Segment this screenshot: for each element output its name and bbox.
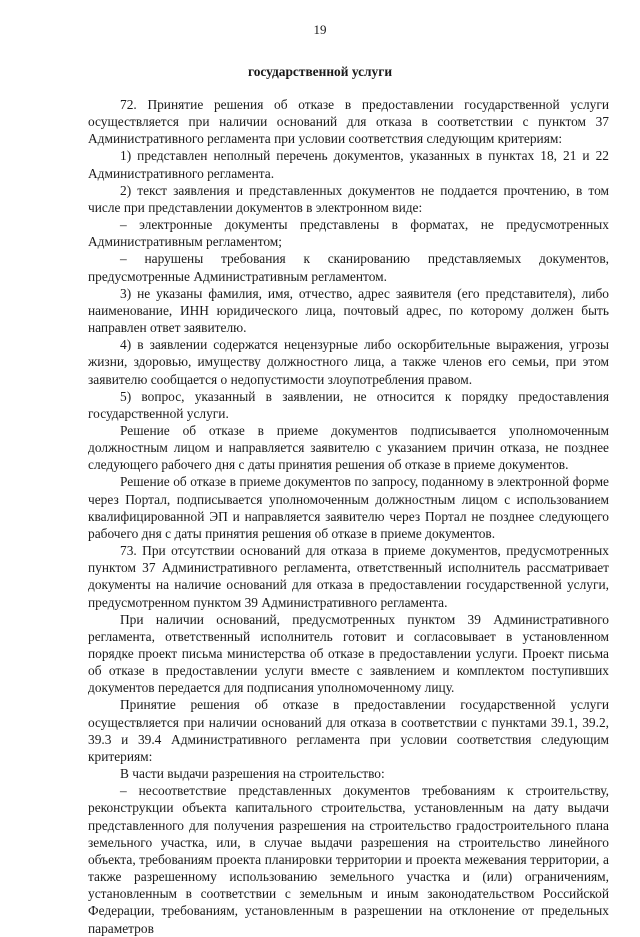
paragraph: – несоответствие представленных документов требованиям к строительству, реконструкции объекта капитального строительства, установленным на дату выдачи представленного для получения разрешения на строительство градостроительного плана земельного участка, или, в случае выдачи разрешения на строительство линейного объекта, требованиям проекта планировки территории и проекта межевания территории, а также разрешенному использованию земельного участка и (или) ограничениям, установленным в соответствии с земельным и иным законодательством Российской Федерации, требованиям, установленным в разрешении на отклонение от предельных параметров (88, 783, 609, 936)
paragraph: – нарушены требования к сканированию представляемых документов, предусмотренные Административным регламентом. (88, 251, 609, 284)
paragraph: Решение об отказе в приеме документов подписывается уполномоченным должностным лицом и направляется заявителю с указанием причин отказа, не позднее следующего рабочего дня с даты принятия решения об отказе в приеме документов. (88, 422, 609, 473)
paragraph: 72. Принятие решения об отказе в предоставлении государственной услуги осуществляется при наличии оснований для отказа в соответствии с пунктом 37 Административного регламента при условии соответствия следующим критериям: (88, 97, 609, 147)
paragraph: При наличии оснований, предусмотренных пунктом 39 Административного регламента, ответственный исполнитель готовит и согласовывает в установленном порядке проект письма министерства об отказе в предоставлении услуги. Проект письма об отказе в предоставлении услуги вместе с заявлением и комплектом поступивших документов передается для подписания уполномоченному лицу. (88, 611, 609, 696)
paragraph: 4) в заявлении содержатся нецензурные либо оскорбительные выражения, угрозы жизни, здоровью, имуществу должностного лица, а также членов его семьи, при этом заявителю сообщается о недопустимости злоупотребления правом. (88, 337, 609, 387)
paragraph: 3) не указаны фамилия, имя, отчество, адрес заявителя (его представителя), либо наименование, ИНН юридического лица, почтовый адрес, по которому должен быть направлен ответ заявителю. (88, 285, 609, 336)
page-number: 19 (313, 22, 327, 37)
paragraph: Решение об отказе в приеме документов по запросу, поданному в электронной форме через Портал, подписывается уполномоченным должностным лицом с использованием квалифицированной ЭП и направляется заявителю через Портал не позднее следующего рабочего дня с даты принятия решения об отказе в приеме документов. (88, 474, 609, 541)
paragraph: 73. При отсутствии оснований для отказа в приеме документов, предусмотренных пунктом 37 Административного регламента, ответственный исполнитель рассматривает документы на наличие оснований для отказа в предоставлении государственной услуги, предусмотренном пунктом 39 Административного регламента. (88, 543, 609, 610)
paragraph: В части выдачи разрешения на строительство: (120, 766, 385, 782)
paragraph: 1) представлен неполный перечень документов, указанных в пунктах 18, 21 и 22 Административного регламента. (88, 148, 609, 181)
paragraph: Принятие решения об отказе в предоставлении государственной услуги осуществляется при наличии оснований для отказа в соответствии с пунктами 39.1, 39.2, 39.3 и 39.4 Административного регламента при условии соответствия следующим критериям: (88, 697, 609, 764)
paragraph: – электронные документы представлены в форматах, не предусмотренных Административным регламентом; (88, 217, 609, 250)
document-body (88, 96, 609, 937)
paragraph: 2) текст заявления и представленных документов не поддается прочтению, в том числе при представлении документов в электронном виде: (88, 182, 609, 215)
section-heading: государственной услуги (247, 64, 393, 79)
paragraph: 5) вопрос, указанный в заявлении, не относится к порядку предоставления государственной услуги. (88, 388, 609, 421)
